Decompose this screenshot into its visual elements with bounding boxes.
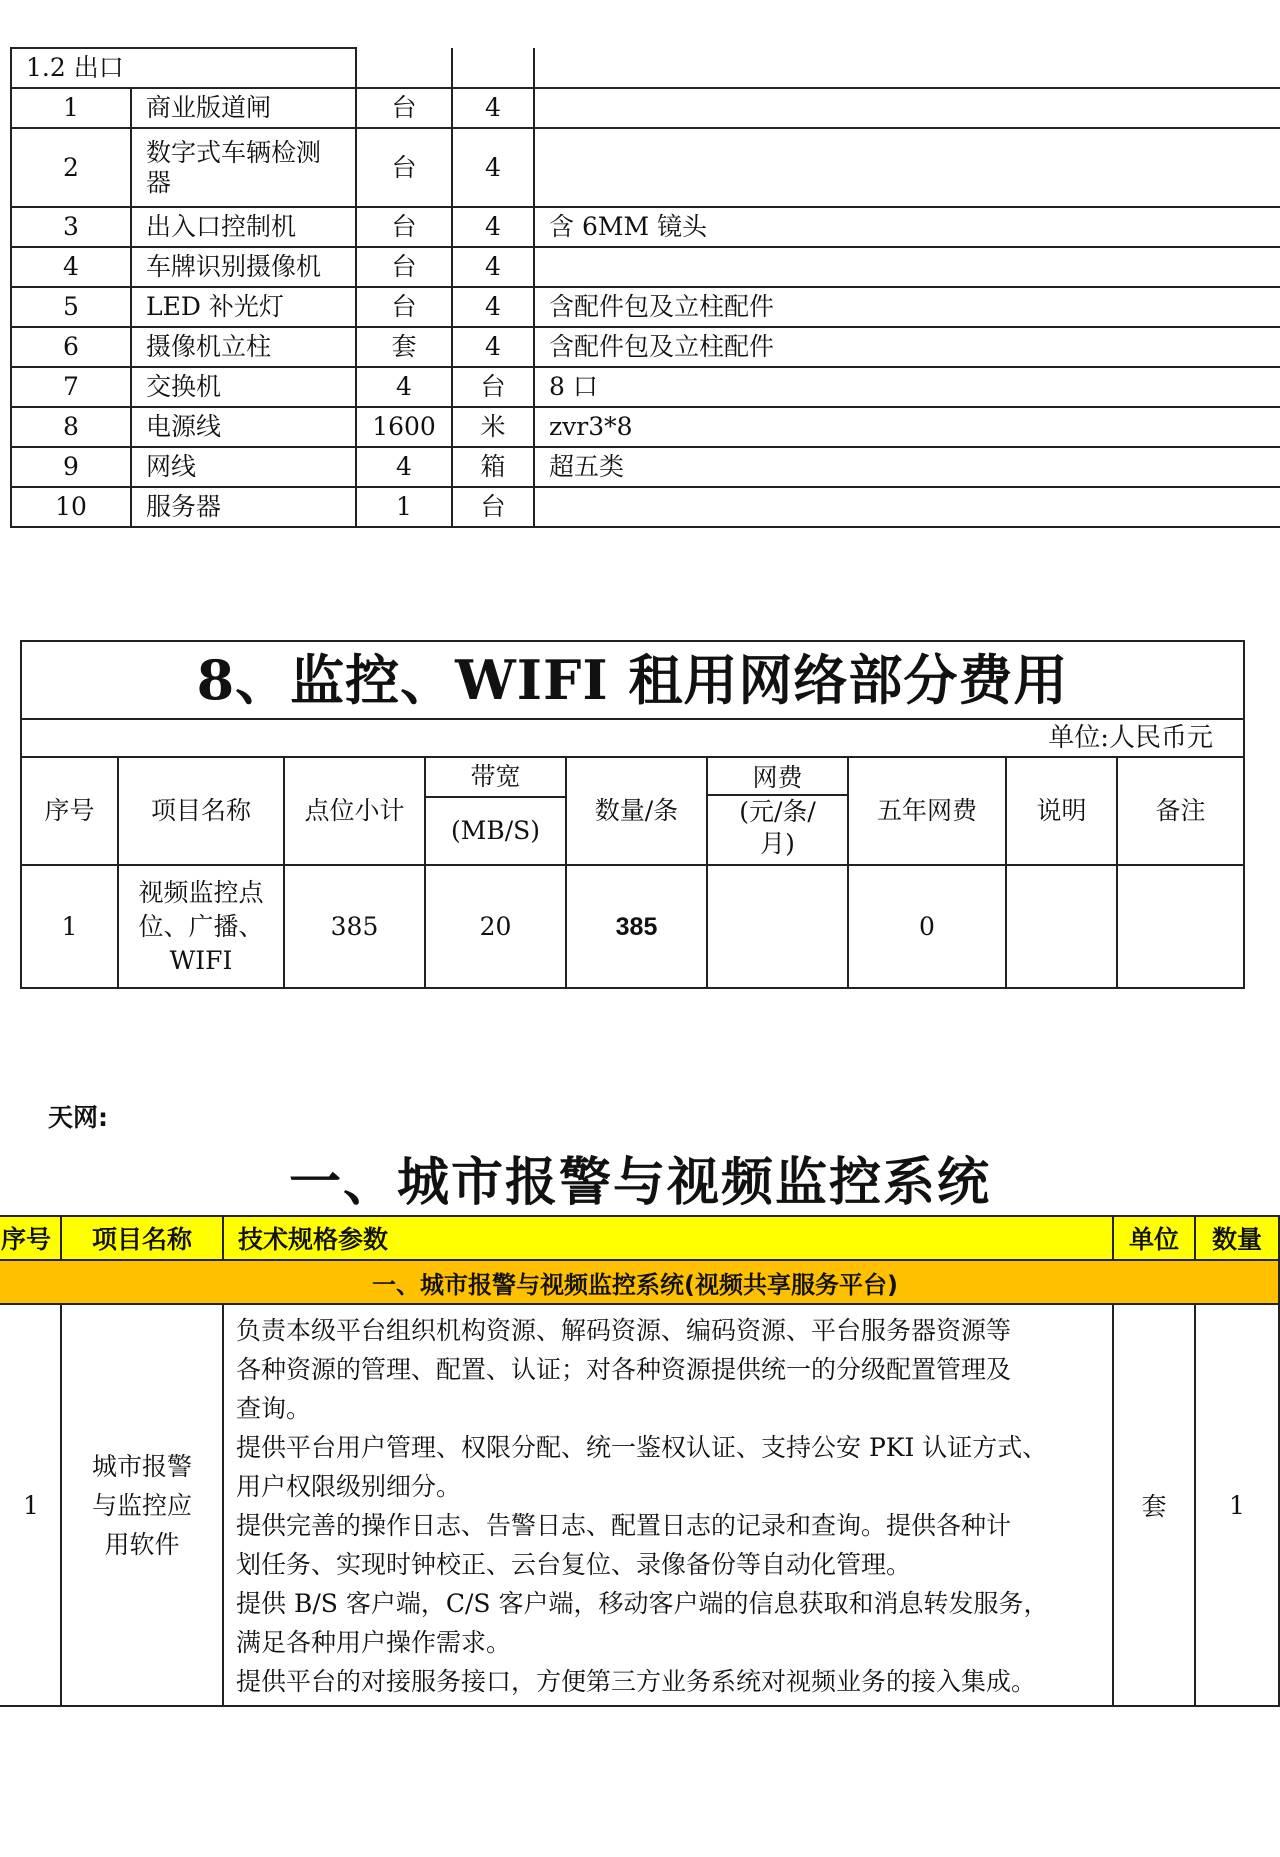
spec-line: 划任务、实现时钟校正、云台复位、录像备份等自动化管理。 <box>236 1550 912 1579</box>
row-name: 数字式车辆检测器 <box>131 128 356 207</box>
row-seq: 1 <box>21 865 118 988</box>
table-row <box>11 88 1280 128</box>
row-qty: 1 <box>1195 1304 1279 1706</box>
row-name-line: 城市报警 <box>91 1451 192 1481</box>
currency-unit: 单位:人民币元 <box>21 719 1244 757</box>
spec-line: 提供 B/S 客户端，C/S 客户端，移动客户端的信息获取和消息转发服务， <box>236 1589 1049 1618</box>
row-no: 1 <box>11 88 131 128</box>
row-no: 5 <box>11 287 131 327</box>
row-name: 服务器 <box>131 487 356 527</box>
row-unit: 套 <box>1113 1304 1195 1706</box>
spec-line: 满足各种用户操作需求。 <box>236 1628 512 1657</box>
spec-line: 各种资源的管理、配置、认证；对各种资源提供统一的分级配置管理及 <box>236 1355 1012 1384</box>
row-col4: 4 <box>452 128 534 207</box>
row-item-line: 视频监控点 <box>138 877 264 907</box>
row-desc <box>1006 865 1117 988</box>
row-col4: 箱 <box>452 447 534 487</box>
row-name: 车牌识别摄像机 <box>131 247 356 287</box>
header-spec: 技术规格参数 <box>223 1216 1113 1260</box>
header-fee-unit-2: 月) <box>760 829 795 858</box>
row-col3: 台 <box>356 287 452 327</box>
row-name: LED 补光灯 <box>131 287 356 327</box>
row-qty: 385 <box>566 865 707 988</box>
table-row <box>21 865 1244 988</box>
row-col4: 4 <box>452 287 534 327</box>
table-row <box>11 247 1280 287</box>
table-row <box>11 487 1280 527</box>
row-col4: 台 <box>452 367 534 407</box>
row-fee <box>707 865 848 988</box>
row-points: 385 <box>284 865 425 988</box>
row-note <box>534 88 1280 128</box>
row-name-line: 与监控应 <box>91 1490 192 1520</box>
row-seq: 1 <box>0 1304 61 1706</box>
row-note: 8 口 <box>534 367 1280 407</box>
header-item: 项目名称 <box>118 757 284 865</box>
row-note: 含配件包及立柱配件 <box>534 287 1280 327</box>
header-qty: 数量/条 <box>566 757 707 865</box>
row-no: 2 <box>11 128 131 207</box>
spec-line: 提供完善的操作日志、告警日志、配置日志的记录和查询。提供各种计 <box>236 1511 1012 1540</box>
network-fee-table <box>20 640 1245 989</box>
row-remark <box>1117 865 1244 988</box>
row-no: 3 <box>11 207 131 247</box>
table-row <box>11 207 1280 247</box>
row-name: 电源线 <box>131 407 356 447</box>
row-no: 6 <box>11 327 131 367</box>
header-seq: 序号 <box>21 757 118 865</box>
row-note: 含 6MM 镜头 <box>534 207 1280 247</box>
row-col3: 台 <box>356 247 452 287</box>
row-no: 10 <box>11 487 131 527</box>
row-col3: 4 <box>356 447 452 487</box>
row-no: 4 <box>11 247 131 287</box>
row-name <box>61 1304 223 1706</box>
row-name: 商业版道闸 <box>131 88 356 128</box>
row-item-line: 位、广播、 <box>138 911 264 941</box>
table-row <box>11 48 1280 88</box>
row-col4: 米 <box>452 407 534 447</box>
header-remark: 备注 <box>1117 757 1244 865</box>
row-note <box>534 487 1280 527</box>
header-fee-unit: (元/条/ <box>739 797 816 826</box>
row-note <box>534 247 1280 287</box>
table-row <box>11 128 1280 207</box>
header-unit: 单位 <box>1113 1216 1195 1260</box>
row-bandwidth: 20 <box>425 865 566 988</box>
row-note: 超五类 <box>534 447 1280 487</box>
row-col4: 台 <box>452 487 534 527</box>
row-col4: 4 <box>452 88 534 128</box>
spec-line: 负责本级平台组织机构资源、解码资源、编码资源、平台服务器资源等 <box>236 1316 1012 1345</box>
row-col3: 台 <box>356 207 452 247</box>
row-col3: 1 <box>356 487 452 527</box>
header-points: 点位小计 <box>284 757 425 865</box>
table-row <box>11 447 1280 487</box>
spec-line: 用户权限级别细分。 <box>236 1472 462 1501</box>
row-note: 含配件包及立柱配件 <box>534 327 1280 367</box>
header-fee <box>707 757 848 865</box>
fee-table-title: 8、监控、WIFI 租用网络部分费用 <box>21 641 1244 719</box>
row-col3: 台 <box>356 128 452 207</box>
row-name: 摄像机立柱 <box>131 327 356 367</box>
header-bandwidth: 带宽 <box>425 757 566 797</box>
table-row <box>11 407 1280 447</box>
table-row <box>11 287 1280 327</box>
row-name: 交换机 <box>131 367 356 407</box>
row-spec <box>223 1304 1113 1706</box>
spec-table <box>0 1215 1280 1707</box>
header-seq: 序号 <box>0 1216 61 1260</box>
header-qty: 数量 <box>1195 1216 1279 1260</box>
header-bandwidth-unit: (MB/S) <box>425 797 566 865</box>
header-fee-label: 网费 <box>708 762 847 796</box>
table-row <box>0 1304 1279 1706</box>
spec-line: 查询。 <box>236 1394 312 1423</box>
row-col4: 4 <box>452 247 534 287</box>
row-no: 9 <box>11 447 131 487</box>
section-label: 1.2 出口 <box>11 48 356 88</box>
row-no: 7 <box>11 367 131 407</box>
row-note <box>534 128 1280 207</box>
section-row: 一、城市报警与视频监控系统(视频共享服务平台) <box>0 1260 1279 1304</box>
row-col3: 台 <box>356 88 452 128</box>
row-col3: 1600 <box>356 407 452 447</box>
section-title: 一、城市报警与视频监控系统 <box>288 1153 991 1213</box>
row-note: zvr3*8 <box>534 407 1280 447</box>
equipment-table <box>10 47 1280 528</box>
spec-line: 提供平台用户管理、权限分配、统一鉴权认证、支持公安 PKI 认证方式、 <box>236 1433 1048 1462</box>
row-item-line: WIFI <box>169 945 233 975</box>
skynet-label: 天网: <box>48 1103 108 1132</box>
row-five-year: 0 <box>848 865 1006 988</box>
row-item <box>118 865 284 988</box>
row-name-line: 用软件 <box>104 1529 180 1559</box>
row-col4: 4 <box>452 327 534 367</box>
row-col3: 4 <box>356 367 452 407</box>
header-item: 项目名称 <box>61 1216 223 1260</box>
header-desc: 说明 <box>1006 757 1117 865</box>
row-col4: 4 <box>452 207 534 247</box>
header-five-year: 五年网费 <box>848 757 1006 865</box>
table-row <box>11 327 1280 367</box>
row-col3: 套 <box>356 327 452 367</box>
spec-line: 提供平台的对接服务接口，方便第三方业务系统对视频业务的接入集成。 <box>236 1667 1037 1696</box>
row-name: 网线 <box>131 447 356 487</box>
table-row <box>11 367 1280 407</box>
row-no: 8 <box>11 407 131 447</box>
row-name: 出入口控制机 <box>131 207 356 247</box>
